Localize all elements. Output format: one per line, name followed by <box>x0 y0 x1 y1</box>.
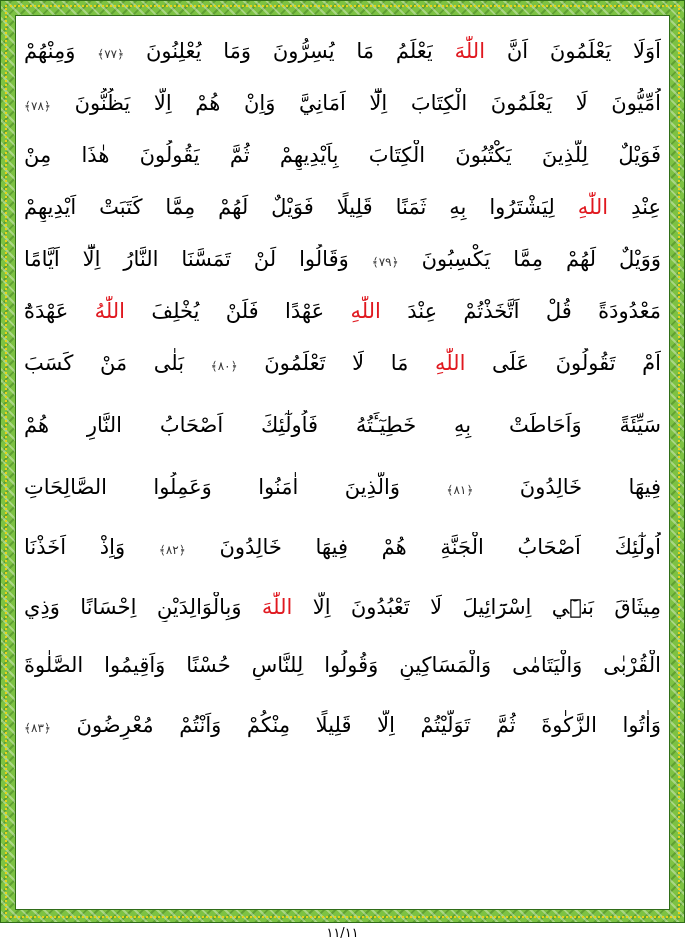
text-line <box>24 192 661 222</box>
verse-text: يَعْلَمُ مَا يُسِرُّونَ وَمَا يُعْلِنُونَ <box>124 39 455 63</box>
verse-text: وَالَّذِينَ اٰمَنُوا وَعَمِلُوا الصَّالِحَاتِ <box>24 475 447 499</box>
text-line <box>24 296 661 326</box>
divine-name: اللّٰهِ <box>350 299 381 323</box>
verse-number: ﴿٨١﴾ <box>446 483 474 497</box>
verse-number: ﴿٧٨﴾ <box>24 99 51 113</box>
verse-text: اُولٰٓئِكَ اَصْحَابُ الْجَنَّةِ هُمْ فِيهَا خَالِدُونَ <box>185 535 661 559</box>
text-panel <box>15 15 670 910</box>
verse-text: مِيثَاقَ بَنٖٓي اِسْرَٓائِيلَ لَا تَعْبُدُونَ اِلَّا <box>292 595 661 619</box>
text-line <box>24 348 661 378</box>
verse-text: بَلٰى مَنْ كَسَبَ <box>24 351 211 375</box>
text-line <box>24 88 661 118</box>
verse-number: ﴿٧٩﴾ <box>371 255 399 269</box>
verse-number: ﴿٨٢﴾ <box>158 543 186 557</box>
verse-text: اَمْ تَقُولُونَ عَلَى <box>465 351 661 375</box>
text-line <box>24 592 661 622</box>
text-line <box>24 36 661 66</box>
verse-text: اُمِّيُّونَ لَا يَعْلَمُونَ الْكِتَابَ اِلَّٓا اَمَانِيَّ وَاِنْ هُمْ اِلَّا يَظُنُّونَ <box>50 91 661 115</box>
text-line <box>24 410 661 440</box>
verse-text: وَمِنْهُمْ <box>24 39 98 63</box>
text-line <box>24 710 661 740</box>
divine-name: اللّٰهَ <box>454 39 486 63</box>
verse-text: عَهْدًا فَلَنْ يُخْلِفَ <box>125 299 351 323</box>
verse-text: عِنْدِ <box>608 195 661 219</box>
divine-name: اللّٰهِ <box>434 351 466 375</box>
verse-text: لِيَشْتَرُوا بِهِ ثَمَنًا قَلِيلًا فَوَيْلٌ لَهُمْ مِمَّا كَتَبَتْ اَيْدِيهِمْ <box>24 195 578 219</box>
verse-text: عَهْدَهُٓ <box>24 299 95 323</box>
divine-name: اللّٰهَ <box>261 595 293 619</box>
verse-number: ﴿٧٧﴾ <box>97 47 125 61</box>
verse-text: وَوَيْلٌ لَهُمْ مِمَّا يَكْسِبُونَ <box>398 247 661 271</box>
verse-text: مَعْدُودَةً قُلْ اَتَّخَذْتُمْ عِنْدَ <box>380 299 661 323</box>
verse-text: وَاٰتُوا الزَّكٰوةَ ثُمَّ تَوَلَّيْتُمْ اِلَّا قَلِيلًا مِنْكُمْ وَاَنْتُمْ مُعْرِضُونَ <box>50 713 661 737</box>
verse-text: وَبِالْوَالِدَيْنِ اِحْسَانًا وَذِي <box>24 595 262 619</box>
text-line <box>24 532 661 562</box>
verse-number: ﴿٨٣﴾ <box>24 721 51 735</box>
divine-name: اللّٰهُ <box>94 299 126 323</box>
verse-text: وَاِذْ اَخَذْنَا <box>24 535 159 559</box>
text-line <box>24 244 661 274</box>
text-line <box>24 140 661 170</box>
text-line <box>24 472 661 502</box>
verse-number: ﴿٨٠﴾ <box>210 359 238 373</box>
verse-text: وَقَالُوا لَنْ تَمَسَّنَا النَّارُ اِلَّٓا اَيَّامًا <box>24 247 372 271</box>
text-line <box>24 650 661 680</box>
verse-text: الْقُرْبٰى وَالْيَتَامٰى وَالْمَسَاكِينِ وَقُولُوا لِلنَّاسِ حُسْنًا وَاَقِيمُوا الصَّلٰوةَ <box>24 653 661 677</box>
page-number: ١١/١١ <box>326 926 359 941</box>
divine-name: اللّٰهِ <box>577 195 609 219</box>
verse-text: فَوَيْلٌ لِلَّذِينَ يَكْتُبُونَ الْكِتَابَ بِاَيْدِيهِمْ ثُمَّ يَقُولُونَ هٰذَا مِنْ <box>24 143 661 167</box>
verse-text: سَيِّئَةً وَاَحَاطَتْ بِهِ خَطِيٓـَٔتُهُ فَاُولٰٓئِكَ اَصْحَابُ النَّارِ هُمْ <box>24 413 661 437</box>
verse-text: فِيهَا خَالِدُونَ <box>473 475 661 499</box>
verse-text: مَا لَا تَعْلَمُونَ <box>237 351 435 375</box>
verse-text: اَوَلَا يَعْلَمُونَ اَنَّ <box>485 39 661 63</box>
